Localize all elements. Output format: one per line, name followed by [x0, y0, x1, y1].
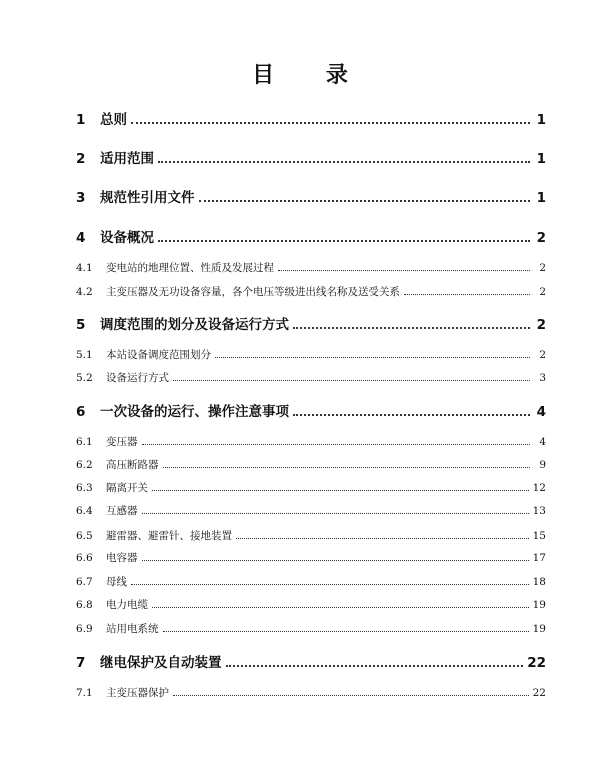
toc-entry[interactable]	[76, 621, 546, 636]
toc-entry-page: 4	[536, 404, 546, 420]
toc-entry-number: 6.9	[76, 623, 93, 635]
toc-entry[interactable]	[76, 651, 546, 671]
toc-entry-number: 6.8	[76, 599, 93, 611]
dot-leader	[131, 122, 530, 124]
toc-entry[interactable]	[76, 226, 546, 246]
toc-entry-number: 4.1	[76, 262, 93, 274]
toc-entry-title: 本站设备调度范围划分	[106, 349, 211, 361]
toc-entry-page: 17	[532, 552, 546, 564]
toc-entry-title: 互感器	[106, 505, 138, 517]
toc-entry[interactable]	[76, 260, 546, 275]
dot-leader	[142, 513, 529, 514]
dot-leader	[173, 380, 530, 381]
dot-leader	[199, 200, 531, 202]
toc-entry-page: 1	[536, 190, 546, 206]
toc-entry-title: 避雷器、避雷针、接地装置	[106, 530, 232, 542]
toc-entry-number: 6	[76, 404, 86, 420]
dot-leader	[163, 631, 529, 632]
toc-entry-title: 总则	[100, 112, 127, 128]
toc-entry-title: 设备概况	[100, 230, 154, 246]
toc-entry[interactable]	[76, 313, 546, 333]
toc-entry-number: 6.7	[76, 576, 93, 588]
toc-entry-page: 19	[532, 599, 546, 611]
toc-entry-title: 规范性引用文件	[100, 190, 195, 206]
toc-entry-number: 4	[76, 230, 86, 246]
toc-entry-title: 调度范围的划分及设备运行方式	[100, 317, 289, 333]
toc-entry-number: 3	[76, 190, 86, 206]
toc-entry-title: 站用电系统	[106, 623, 159, 635]
toc-entry[interactable]	[76, 457, 546, 472]
toc-entry-page: 18	[532, 576, 546, 588]
toc-entry-page: 12	[532, 482, 546, 494]
toc-entry[interactable]	[76, 434, 546, 449]
toc-entry[interactable]	[76, 503, 546, 518]
toc-entry-number: 6.4	[76, 505, 93, 517]
dot-leader	[158, 240, 530, 242]
toc-entry[interactable]	[76, 550, 546, 565]
toc-entry-page: 2	[536, 317, 546, 333]
toc-entry[interactable]	[76, 186, 546, 206]
dot-leader	[131, 584, 529, 585]
toc-entry[interactable]	[76, 400, 546, 420]
toc-entry-page: 22	[527, 655, 546, 671]
toc-entry-title: 隔离开关	[106, 482, 148, 494]
toc-entry[interactable]	[76, 370, 546, 385]
toc-entry[interactable]	[76, 685, 546, 700]
toc-entry-title: 适用范围	[100, 151, 154, 167]
toc-entry-number: 6.6	[76, 552, 93, 564]
toc-entry[interactable]	[76, 480, 546, 495]
toc-entry-number: 5.2	[76, 372, 93, 384]
dot-leader	[158, 161, 530, 163]
toc-entry-page: 15	[532, 530, 546, 542]
dot-leader	[152, 490, 529, 491]
toc-entry-number: 6.5	[76, 530, 93, 542]
dot-leader	[173, 695, 529, 696]
toc-entry-page: 2	[539, 262, 546, 274]
toc-entry-page: 1	[536, 112, 546, 128]
toc-entry[interactable]	[76, 284, 546, 299]
toc-entry-title: 一次设备的运行、操作注意事项	[100, 404, 289, 420]
toc-entry-title: 变压器	[106, 436, 138, 448]
toc-entry-page: 2	[536, 230, 546, 246]
toc-entry-number: 5	[76, 317, 86, 333]
dot-leader	[236, 538, 529, 539]
toc-entry[interactable]	[76, 528, 546, 543]
toc-entry[interactable]	[76, 147, 546, 167]
dot-leader	[278, 270, 530, 271]
toc-entry-title: 主变压器保护	[106, 687, 169, 699]
toc-entry-number: 5.1	[76, 349, 93, 361]
toc-entry[interactable]	[76, 574, 546, 589]
toc-entry-page: 1	[536, 151, 546, 167]
toc-entry-number: 6.2	[76, 459, 93, 471]
dot-leader	[163, 467, 531, 468]
toc-entry-number: 6.1	[76, 436, 93, 448]
toc-entry-number: 1	[76, 112, 86, 128]
dot-leader	[215, 357, 530, 358]
toc-entry-title: 变电站的地理位置、性质及发展过程	[106, 262, 274, 274]
toc-entry-page: 4	[539, 436, 546, 448]
toc-entry-title: 主变压器及无功设备容量，各个电压等级进出线名称及送受关系	[106, 286, 400, 298]
toc-entry-page: 9	[539, 459, 546, 471]
toc-entry-page: 2	[539, 349, 546, 361]
toc-entry-title: 母线	[106, 576, 127, 588]
toc-entry-page: 19	[532, 623, 546, 635]
toc-entry[interactable]	[76, 108, 546, 128]
toc-entry-number: 2	[76, 151, 86, 167]
dot-leader	[226, 665, 524, 667]
toc-entry[interactable]	[76, 597, 546, 612]
toc-entry-title: 设备运行方式	[106, 372, 169, 384]
toc-entry-number: 4.2	[76, 286, 93, 298]
toc-entry-number: 6.3	[76, 482, 93, 494]
toc-entry-number: 7.1	[76, 687, 93, 699]
toc-entry-page: 22	[532, 687, 546, 699]
toc-entry-page: 13	[532, 505, 546, 517]
page-title: 目 录	[252, 63, 370, 88]
dot-leader	[293, 414, 530, 416]
dot-leader	[293, 327, 530, 329]
dot-leader	[404, 294, 530, 295]
toc-entry-title: 继电保护及自动装置	[100, 655, 222, 671]
toc-entry-title: 高压断路器	[106, 459, 159, 471]
dot-leader	[142, 560, 529, 561]
toc-entry[interactable]	[76, 347, 546, 362]
toc-entry-page: 2	[539, 286, 546, 298]
dot-leader	[142, 444, 531, 445]
toc-entry-title: 电力电缆	[106, 599, 148, 611]
toc-entry-title: 电容器	[106, 552, 138, 564]
toc-entry-page: 3	[539, 372, 546, 384]
toc-entry-number: 7	[76, 655, 86, 671]
dot-leader	[152, 607, 529, 608]
